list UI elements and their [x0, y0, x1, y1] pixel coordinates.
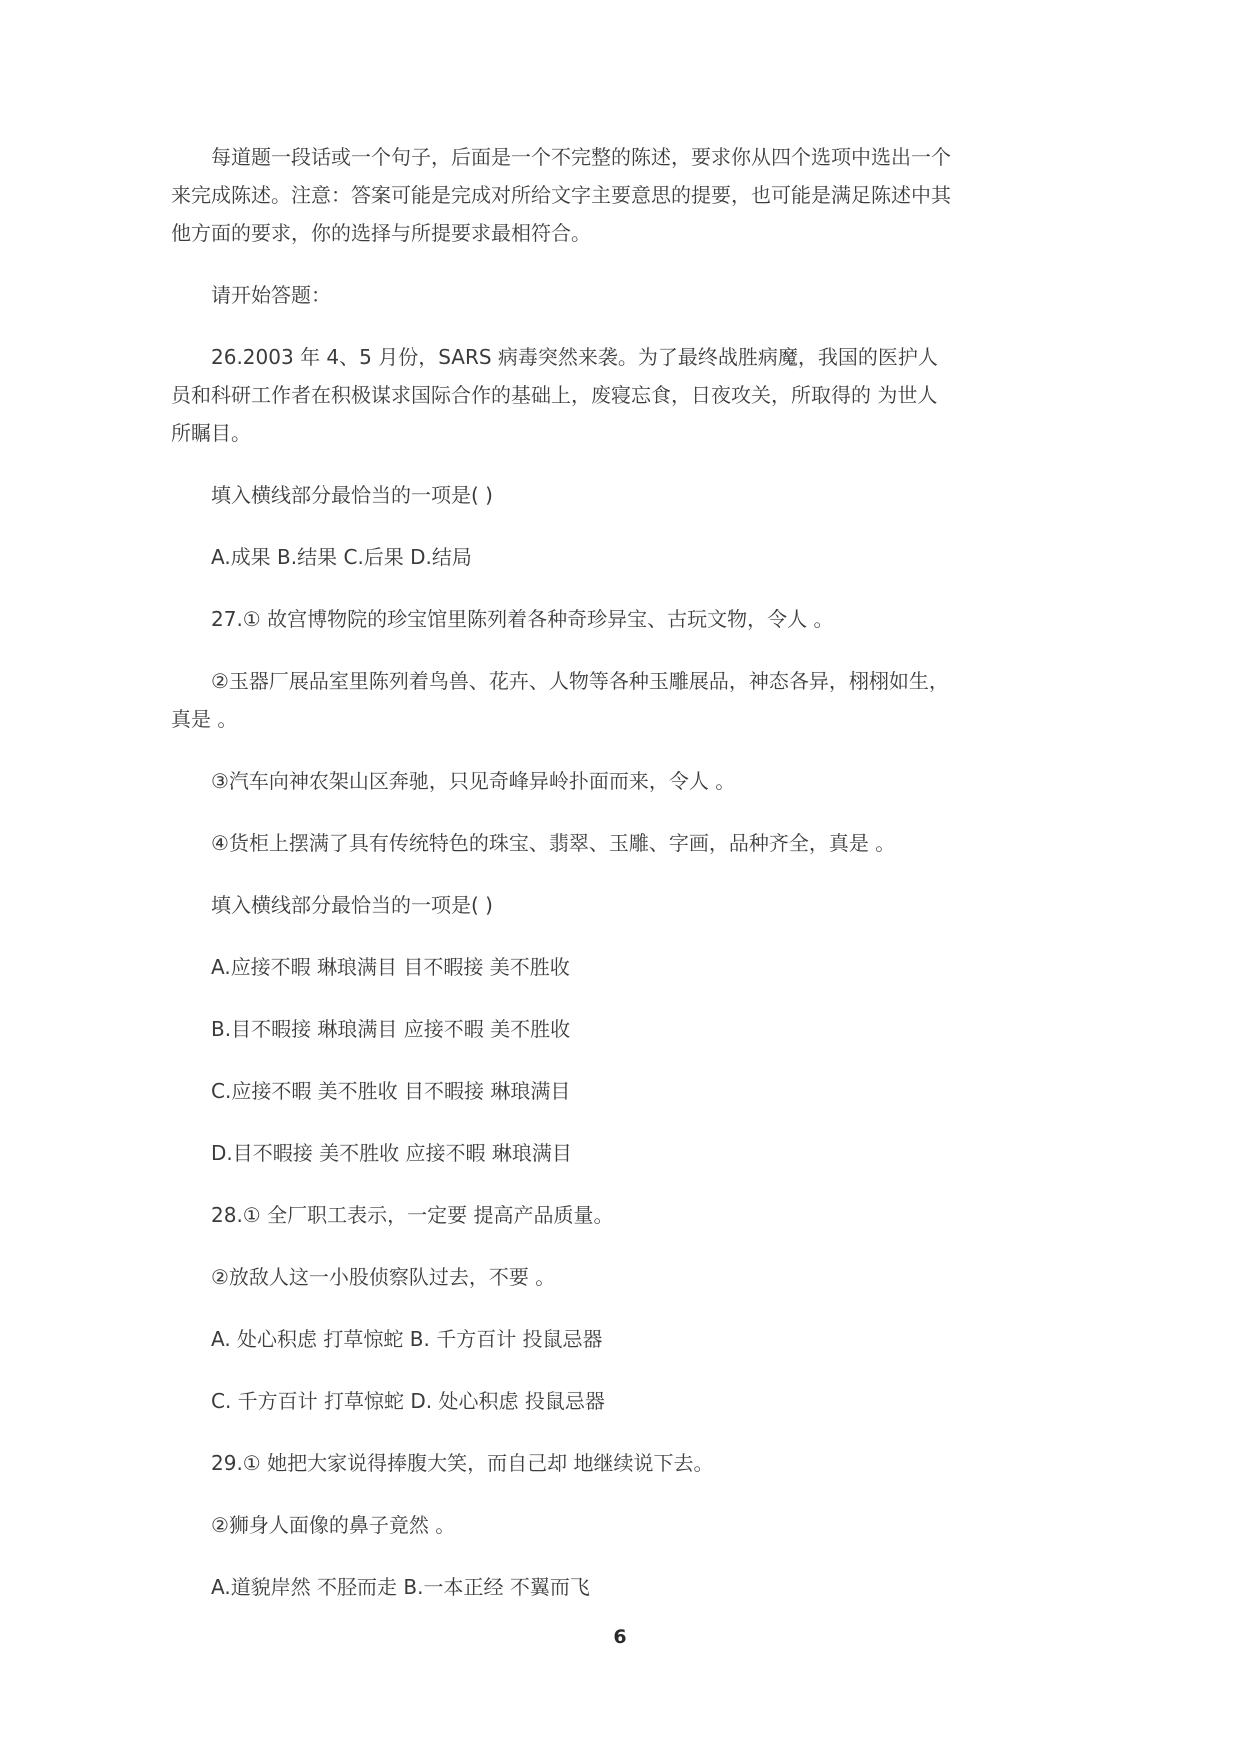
q29-part-2: ②狮身人面像的鼻子竟然 。 — [211, 1513, 456, 1537]
q29-part-1: 29.① 她把大家说得捧腹大笑，而自己却 地继续说下去。 — [211, 1451, 714, 1475]
q26-stem: 26.2003 年 4、5 月份，SARS 病毒突然来袭。为了最终战胜病魔，我国的医护人员和科研工作者在积极谋求国际合作的基础上，废寝忘食，日夜攻关，所取得的 为世人所瞩目。 — [171, 345, 938, 445]
q28-options-cd: C. 千方百计 打草惊蛇 D. 处心积虑 投鼠忌器 — [211, 1389, 605, 1413]
page-number: 6 — [613, 1626, 627, 1648]
question-27 — [171, 600, 953, 1172]
q28-part-2: ②放敌人这一小股侦察队过去，不要 。 — [211, 1265, 556, 1289]
q28-options-ab: A. 处心积虑 打草惊蛇 B. 千方百计 投鼠忌器 — [211, 1327, 603, 1351]
q26-fill-prompt: 填入横线部分最恰当的一项是( ) — [211, 483, 493, 507]
q29-options-ab: A.道貌岸然 不胫而走 B.一本正经 不翼而飞 — [211, 1575, 590, 1599]
document-content — [171, 138, 953, 1630]
q27-part-4: ④货柜上摆满了具有传统特色的珠宝、翡翠、玉雕、字画，品种齐全，真是 。 — [211, 831, 896, 855]
q27-fill-prompt: 填入横线部分最恰当的一项是( ) — [211, 893, 493, 917]
instructions-paragraph: 每道题一段话或一个句子，后面是一个不完整的陈述，要求你从四个选项中选出一个来完成陈述。注意：答案可能是完成对所给文字主要意思的提要，也可能是满足陈述中其他方面的要求，你的选择与所提要求最相符合。 — [171, 145, 951, 245]
q27-part-3: ③汽车向神农架山区奔驰，只见奇峰异岭扑面而来，令人 。 — [211, 769, 736, 793]
q27-part-1: 27.① 故宫博物院的珍宝馆里陈列着各种奇珍异宝、古玩文物，令人 。 — [211, 607, 834, 631]
q27-option-a: A.应接不暇 琳琅满目 目不暇接 美不胜收 — [211, 955, 570, 979]
q27-option-c: C.应接不暇 美不胜收 目不暇接 琳琅满目 — [211, 1079, 571, 1103]
q27-option-d: D.目不暇接 美不胜收 应接不暇 琳琅满目 — [211, 1141, 572, 1165]
q27-option-b: B.目不暇接 琳琅满目 应接不暇 美不胜收 — [211, 1017, 571, 1041]
question-26 — [171, 338, 953, 576]
question-29 — [171, 1444, 953, 1606]
q27-part-2: ②玉器厂展品室里陈列着鸟兽、花卉、人物等各种玉雕展品，神态各异，栩栩如生，真是 。 — [171, 669, 949, 731]
begin-prompt: 请开始答题： — [211, 283, 331, 307]
question-28 — [171, 1196, 953, 1420]
q28-part-1: 28.① 全厂职工表示，一定要 提高产品质量。 — [211, 1203, 614, 1227]
q26-options-line: A.成果 B.结果 C.后果 D.结局 — [211, 545, 472, 569]
